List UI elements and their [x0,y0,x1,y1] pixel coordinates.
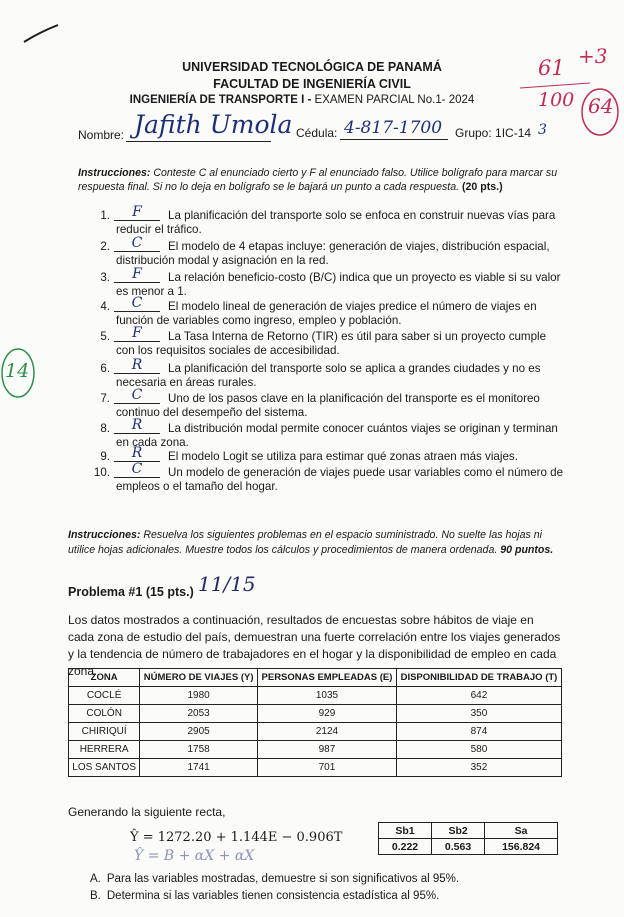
generating-text: Generando la siguiente recta, [68,805,226,819]
tf-item-answer[interactable]: C [114,388,160,404]
name-underline [126,141,271,142]
tf-item-text: Un modelo de generación de viajes puede usar variables como el número de empleos o el tamaño del hogar. [116,466,564,493]
table-header-cell: PERSONAS EMPLEADAS (E) [257,669,396,687]
section2-points: 90 puntos. [497,544,554,556]
handwritten-equation: Ŷ = B + αX + αX [134,848,255,864]
tf-item-text: El modelo lineal de generación de viajes predice el número de viajes en función de variables como ingreso, empleo y población. [116,300,537,327]
table-cell: 2905 [140,723,258,741]
question-label: B. [90,890,101,902]
tf-item-number: 7. [100,392,110,405]
grade-total: 100 [538,89,575,111]
table-header-cell: NÚMERO DE VIAJES (Y) [140,669,258,687]
table-cell: 1035 [257,687,396,705]
grade-final: 64 [588,94,614,118]
section2-instructions [68,528,562,558]
table-cell: CHIRIQUÍ [69,723,140,741]
faculty-name: FACULTAD DE INGENIERÍA CIVIL [213,77,411,91]
question-text: Determina si las variables tienen consistencia estadística al 95%. [106,890,440,902]
sb-header-cell: Sa [485,823,558,839]
tf-item-answer[interactable]: F [114,205,160,221]
tf-item-answer[interactable]: C [114,296,160,312]
tf-item-number: 1. [100,209,110,222]
cedula-label: Cédula: [296,126,338,140]
grupo-value: 3 [538,122,547,138]
table-cell: LOS SANTOS [69,759,140,777]
tf-item-text: La planificación del transporte solo se aplica a grandes ciudades y no es necesaria en áreas rurales. [116,362,541,389]
section2-instructions-text: Resuelva los siguientes problemas en el espacio suministrado. No suelte las hojas ni utilice hojas adicionales. Muestre todos los cálculos y procedimientos de manera ordenada. [68,529,543,556]
sb-value-cell: 156.824 [485,839,558,855]
tf-item-text: Uno de los pasos clave en la planificación del transporte es el monitoreo continuo del desempeño del sistema. [116,392,540,419]
table-cell: 352 [396,759,561,777]
question-text: Para las variables mostradas, demuestre si son significativos al 95%. [106,873,460,885]
sb-header-cell: Sb1 [379,823,432,839]
table-cell: 874 [396,723,561,741]
tf-item-answer[interactable]: F [114,326,160,342]
problem1-paragraph: Los datos mostrados a continuación, resultados de encuestas sobre hábitos de viaje en cada zona de estudio del país, demuestran una fuerte correlación entre los viajes generados y la tendencia de número de trabajadores en el hogar y la disponibilidad de empleo en cada zona [68,613,561,678]
tf-item-answer[interactable]: R [114,418,160,434]
travel-data-table [68,668,562,777]
sb-header-row [379,823,558,839]
table-cell: COCLÉ [69,687,140,705]
table-cell: 2124 [257,723,396,741]
course-name: INGENIERÍA DE TRANSPORTE I - [129,94,312,106]
table-cell: 929 [257,705,396,723]
sb-header-cell: Sb2 [432,823,485,839]
tf-item-number: 3. [100,271,110,284]
table-cell: 1980 [140,687,258,705]
tf-item-number: 2. [100,240,110,253]
sb-value-cell: 0.563 [432,839,485,855]
tf-item-text: La planificación del transporte solo se enfoca en construir nuevas vías para reducir el tráfico. [116,209,556,236]
table-row [69,687,562,705]
tf-item-number: 8. [100,422,110,435]
table-cell: COLÓN [69,705,140,723]
tf-item-answer[interactable]: C [114,462,160,478]
section1-score: 14 [5,360,30,382]
table-cell: HERRERA [69,741,140,759]
tf-item-text: La relación beneficio-costo (B/C) indica que un proyecto es viable si su valor es menor a 1. [116,271,561,298]
section1-points: (20 pts.) [459,181,503,193]
problem1-title: Problema #1 (15 pts.) [68,585,194,599]
standard-error-table [378,822,558,855]
tf-item-answer[interactable]: R [114,446,160,462]
table-cell: 580 [396,741,561,759]
regression-equation: Ŷ = 1272.20 + 1.144E − 0.906T [130,830,343,845]
cedula-underline [340,139,448,140]
table-cell: 2053 [140,705,258,723]
table-header-cell: ZONA [69,669,140,687]
tf-item-number: 5. [100,330,110,343]
tf-item-number: 9. [100,450,110,463]
university-name: UNIVERSIDAD TECNOLÓGICA DE PANAMÁ [182,60,442,74]
question-item [90,890,439,902]
section1-instructions-text: Conteste C al enunciado cierto y F al enunciado falso. Utilice bolígrafo para marcar su respuesta final. Si no lo deja en bolígrafo se le bajará un punto a cada respuesta. [78,167,558,193]
grade-bonus: +3 [578,44,608,68]
table-cell: 701 [257,759,396,777]
table-row [69,723,562,741]
exam-title [0,94,614,106]
pen-stroke-mark [22,22,62,46]
grade-circle [578,86,622,138]
student-name: Jafith Umola [134,110,293,139]
tf-item-text: La Tasa Interna de Retorno (TIR) es útil para saber si un proyecto cumple con los requisitos sociales de accesibilidad. [116,330,547,357]
question-item [90,873,459,885]
tf-item-number: 10. [93,466,110,479]
tf-item-text: La distribución modal permite conocer cuántos viajes se originan y terminan en cada zona. [116,422,558,449]
name-label: Nombre: [78,128,125,142]
tf-item-text: El modelo Logit se utiliza para estimar qué zonas atraen más viajes. [168,450,518,463]
table-cell: 642 [396,687,561,705]
question-label: A. [90,873,101,885]
section2-instructions-label: Instrucciones: [68,529,141,541]
table-row [69,759,562,777]
grupo-label: Grupo: 1IC-14 [455,126,532,140]
tf-item-number: 4. [100,300,110,313]
table-header-cell: DISPONIBILIDAD DE TRABAJO (T) [396,669,561,687]
tf-item-answer[interactable]: C [114,236,160,252]
section1-instructions [78,166,568,194]
tf-item-text: El modelo de 4 etapas incluye: generación de viajes, distribución espacial, distribución modal y asignación en la red. [116,240,550,267]
table-row [69,705,562,723]
table-header-row [69,669,562,687]
table-cell: 987 [257,741,396,759]
tf-item-answer[interactable]: R [114,358,160,374]
tf-item-answer[interactable]: F [114,267,160,283]
sb-value-cell: 0.222 [379,839,432,855]
exam-name: EXAMEN PARCIAL No.1- 2024 [311,94,475,106]
section1-instructions-label: Instrucciones: [78,167,151,179]
tf-item-number: 6. [100,362,110,375]
problem1-score: 11/15 [198,572,256,596]
grade-score: 61 [538,56,565,80]
cedula-value: 4-817-1700 [344,118,443,138]
table-row [69,741,562,759]
table-cell: 350 [396,705,561,723]
sb-values-row [379,839,558,855]
table-cell: 1758 [140,741,258,759]
table-cell: 1741 [140,759,258,777]
